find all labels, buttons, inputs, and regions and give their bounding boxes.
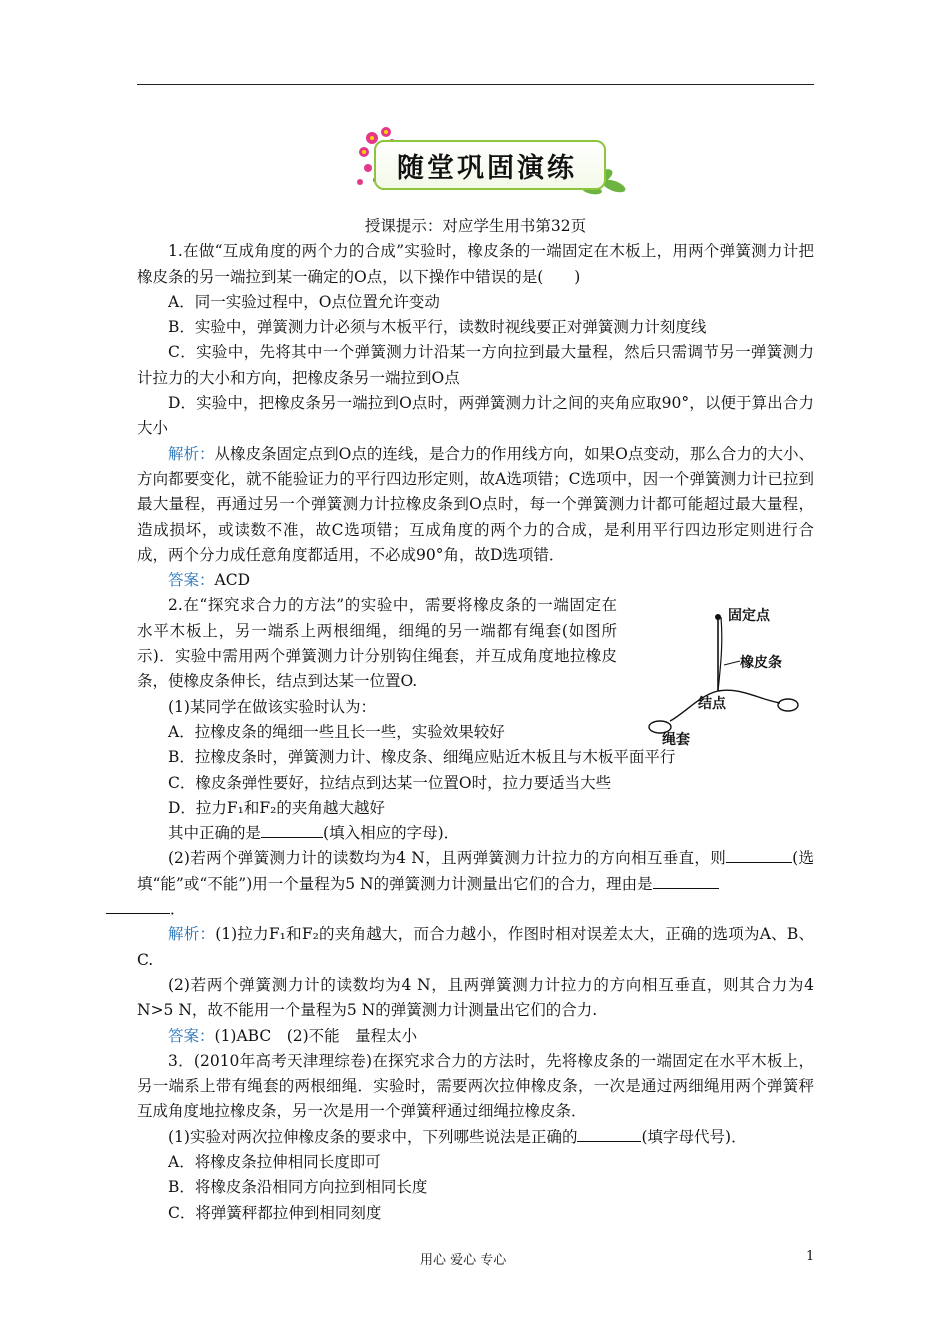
- banner-title: 随堂巩固演练: [397, 153, 577, 184]
- section-banner: [352, 124, 632, 198]
- answer-blank: [106, 898, 170, 914]
- q3-option-a: A．将橡皮条拉伸相同长度即可: [168, 1152, 381, 1171]
- answer-blank: [653, 873, 719, 889]
- lesson-hint: 授课提示：对应学生用书第32页: [364, 217, 587, 235]
- q2-answer-text: (1)ABC (2)不能 量程太小: [214, 1026, 418, 1045]
- q2-analysis-2: (2)若两个弹簧测力计的读数均为4 N，且两弹簧测力计拉力的方向相互垂直，则其合力为4 N>5 N，故不能用一个量程为5 N的弹簧测力计测量出它们的合力.: [137, 975, 814, 1020]
- q1-analysis-label: 解析：: [168, 444, 215, 463]
- q3-sub1-suffix: (填字母代号)．: [641, 1127, 747, 1146]
- q1-analysis-text: 从橡皮条固定点到O点的连线，是合力的作用线方向，如果O点变动，那么合力的大小、方向都要变化，就不能验证力的平行四边形定则，故A选项错；C选项中，因一个弹簧测力计已拉到最大量程，再通过另一个弹簧测力计拉橡皮条到O点时，每一个弹簧测力计都可能超过最大量程，造成损坏，或读数不准，故C选项错；互成角度的两个力的合成，是利用平行四边形定则进行合成，两个分力成任意角度都适用，不必成90°角，故D选项错．: [137, 444, 814, 564]
- q2-sub1: (1)某同学在做该实验时认为：: [168, 697, 376, 716]
- q1-stem: 1.在做“互成角度的两个力的合成”实验时，橡皮条的一端固定在木板上，用两个弹簧测力计把橡皮条的另一端拉到某一确定的O点，以下操作中错误的是( ): [137, 242, 814, 286]
- answer-blank: [577, 1126, 641, 1142]
- q1-answer-text: ACD: [214, 571, 250, 590]
- answer-blank: [726, 847, 792, 863]
- q2-option-c: C．橡皮条弹性要好，拉结点到达某一位置O时，拉力要适当大些: [168, 773, 612, 792]
- q2-sub2-prefix: (2)若两个弹簧测力计的读数均为4 N，且两弹簧测力计拉力的方向相互垂直，则: [168, 849, 727, 868]
- q1-analysis: [137, 442, 814, 568]
- q2-analysis-1: [137, 922, 814, 973]
- q3-option-b: B．将橡皮条沿相同方向拉到相同长度: [168, 1178, 428, 1197]
- page-number: 1: [806, 1249, 815, 1264]
- label-rubber-band: 橡皮条: [740, 655, 782, 671]
- q1-answer: [137, 568, 814, 593]
- q1-option-b: B．实验中，弹簧测力计必须与木板平行，读数时视线要正对弹簧测力计刻度线: [168, 318, 707, 337]
- q2-answer: [137, 1024, 814, 1049]
- rubber-band-figure: [640, 603, 810, 753]
- q2-option-d: D．拉力F₁和F₂的夹角越大越好: [168, 798, 385, 817]
- q2-sub2-end: ．: [170, 900, 186, 919]
- q2-analysis-text-1: (1)拉力F₁和F₂的夹角越大，而合力越小，作图时相对误差太大，正确的选项为A、B、C.: [137, 925, 814, 969]
- q2-sub2-middle: (选填“能”或“不能”)用一个量程为5 N的弹簧测力计测量出它们的合力，理由是: [137, 849, 814, 893]
- label-knot: 结点: [698, 696, 726, 712]
- label-loop: 绳套: [662, 732, 690, 748]
- footer-motto: 用心 爱心 专心: [420, 1253, 507, 1268]
- q2-stem: 2.在“探究求合力的方法”的实验中，需要将橡皮条的一端固定在水平木板上，另一端系上两根细绳，细绳的另一端都有绳套(如图所示)．实验中需用两个弹簧测力计分别钩住绳套，并互成角度地拉橡皮条，使橡皮条伸长，结点到达某一位置O.: [137, 596, 617, 691]
- q1-option-c: C．实验中，先将其中一个弹簧测力计沿某一方向拉到最大量程，然后只需调节另一弹簧测力计拉力的大小和方向，把橡皮条另一端拉到O点: [137, 343, 814, 387]
- header-rule: [137, 84, 814, 85]
- q1-option-d: D．实验中，把橡皮条另一端拉到O点时，两弹簧测力计之间的夹角应取90°，以便于算出合力大小: [137, 394, 814, 438]
- q3-sub1: [137, 1125, 814, 1150]
- q1-option-a: A．同一实验过程中，O点位置允许变动: [168, 292, 440, 311]
- label-fixed-point: 固定点: [728, 608, 770, 624]
- q3-option-c: C．将弹簧秤都拉伸到相同刻度: [168, 1203, 382, 1222]
- q2-analysis-label: 解析：: [168, 925, 216, 944]
- q1-answer-label: 答案：: [168, 571, 215, 590]
- q2-fill1: [137, 821, 814, 846]
- q3-sub1-prefix: (1)实验对两次拉伸橡皮条的要求中，下列哪些说法是正确的: [168, 1127, 578, 1146]
- q2-option-a: A．拉橡皮条的绳细一些且长一些，实验效果较好: [168, 722, 505, 741]
- q2-option-b: B．拉橡皮条时，弹簧测力计、橡皮条、细绳应贴近木板且与木板平面平行: [168, 748, 676, 767]
- q2-answer-label: 答案：: [168, 1026, 215, 1045]
- q2-fill1-prefix: 其中正确的是: [168, 824, 262, 843]
- q2-fill1-suffix: (填入相应的字母)．: [323, 824, 460, 843]
- q3-stem: 3．(2010年高考天津理综卷)在探究求合力的方法时，先将橡皮条的一端固定在水平木板上，另一端系上带有绳套的两根细绳．实验时，需要两次拉伸橡皮条，一次是通过两细绳用两个弹簧秤互成角度地拉橡皮条，另一次是用一个弹簧秤通过细绳拉橡皮条．: [137, 1051, 814, 1121]
- q2-sub2: [137, 846, 814, 922]
- answer-blank: [261, 822, 323, 838]
